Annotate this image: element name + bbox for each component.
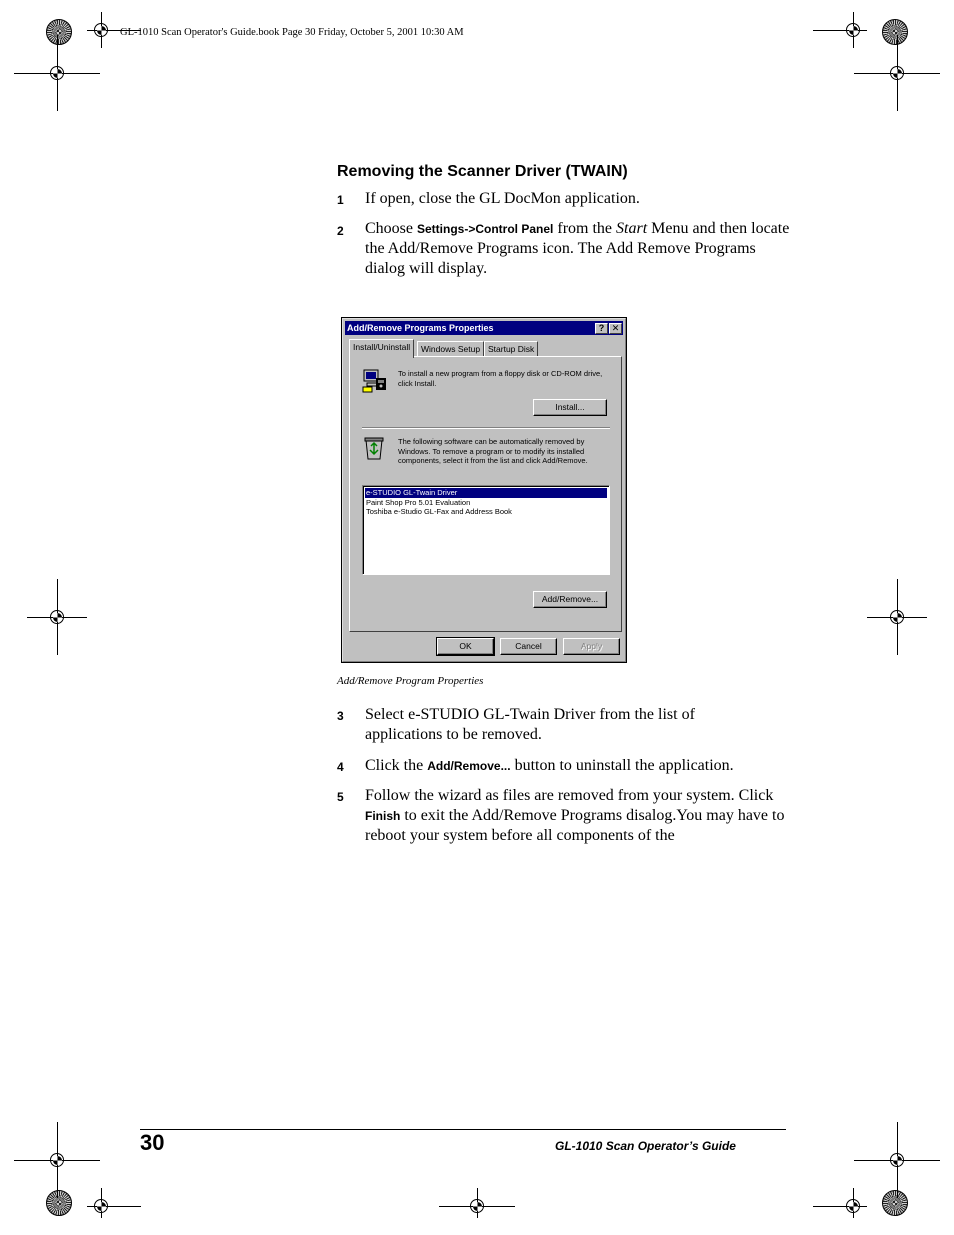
remove-instructions: The following software can be automatically removed by Windows. To remove a program or to modify its installed components, select it from the list and click Add/Remove. — [398, 437, 588, 465]
ok-button[interactable]: OK — [437, 638, 494, 655]
separator — [362, 427, 610, 429]
guide-title: GL-1010 Scan Operator’s Guide — [555, 1139, 736, 1153]
step-text: If open, close the GL DocMon application. — [365, 190, 640, 207]
install-instructions: To install a new program from a floppy disk or CD-ROM drive, click Install. — [398, 369, 603, 388]
step-number: 1 — [337, 193, 344, 207]
page-number: 30 — [140, 1130, 165, 1155]
step-number: 5 — [337, 790, 344, 804]
list-item[interactable]: Toshiba e-Studio GL-Fax and Address Book — [366, 507, 512, 516]
step-text — [365, 786, 785, 846]
step-number: 3 — [337, 709, 344, 723]
ui-keyword: Settings->Control Panel — [417, 222, 554, 236]
help-button[interactable]: ? — [595, 323, 608, 334]
install-computer-icon — [362, 367, 388, 393]
step-text-part: button to uninstall the application. — [510, 757, 734, 774]
registration-starburst-bottom-right — [882, 1190, 908, 1216]
tab-install-uninstall[interactable]: Install/Uninstall — [349, 339, 414, 358]
list-item[interactable]: e-STUDIO GL-Twain Driver — [365, 488, 607, 498]
book-header-line: GL-1010 Scan Operator's Guide.book Page 30 Friday, October 5, 2001 10:30 AM — [120, 27, 464, 38]
registration-starburst-top-left — [46, 19, 72, 45]
step-text-emphasis: Start — [616, 220, 648, 237]
registration-starburst-top-right — [882, 19, 908, 45]
ui-keyword: Finish — [365, 809, 401, 823]
install-button[interactable]: Install... — [533, 399, 607, 416]
cancel-button[interactable]: Cancel — [500, 638, 557, 655]
tab-startup-disk[interactable]: Startup Disk — [484, 341, 538, 357]
step-text-part: Click the — [365, 757, 428, 774]
step-number: 2 — [337, 224, 344, 238]
section-title: Removing the Scanner Driver (TWAIN) — [337, 163, 628, 180]
footer-rule — [140, 1129, 786, 1130]
step-text-part: to exit the Add/Remove Programs disalog.You may have to reboot your system before all components of the — [365, 807, 785, 844]
step-text-part: Menu and then locate the Add/Remove Programs icon. The Add Remove Programs dialog will display. — [365, 220, 790, 277]
dialog-title: Add/Remove Programs Properties — [347, 323, 494, 333]
step-text — [365, 756, 790, 776]
step-number: 4 — [337, 760, 344, 774]
step-text-part: Follow the wizard as files are removed from your system. Click — [365, 787, 774, 804]
installed-programs-list[interactable] — [362, 485, 610, 575]
dialog-titlebar — [345, 321, 623, 335]
tab-panel — [349, 356, 622, 632]
step-text-part: from the — [553, 220, 617, 237]
tab-windows-setup[interactable]: Windows Setup — [417, 341, 484, 357]
figure-caption: Add/Remove Program Properties — [337, 675, 484, 687]
add-remove-button[interactable]: Add/Remove... — [533, 591, 607, 608]
close-button[interactable]: ✕ — [609, 323, 622, 334]
step-text: Select e-STUDIO GL-Twain Driver from the list of applications to be removed. — [365, 706, 695, 743]
ui-keyword: Add/Remove... — [427, 759, 511, 773]
add-remove-programs-dialog — [341, 317, 627, 663]
list-item[interactable]: Paint Shop Pro 5.01 Evaluation — [366, 497, 471, 507]
recycle-bin-icon — [362, 435, 386, 461]
step-text-part: Choose — [365, 220, 417, 237]
registration-starburst-bottom-left — [46, 1190, 72, 1216]
step-text — [365, 219, 790, 279]
apply-button[interactable]: Apply — [563, 638, 620, 655]
